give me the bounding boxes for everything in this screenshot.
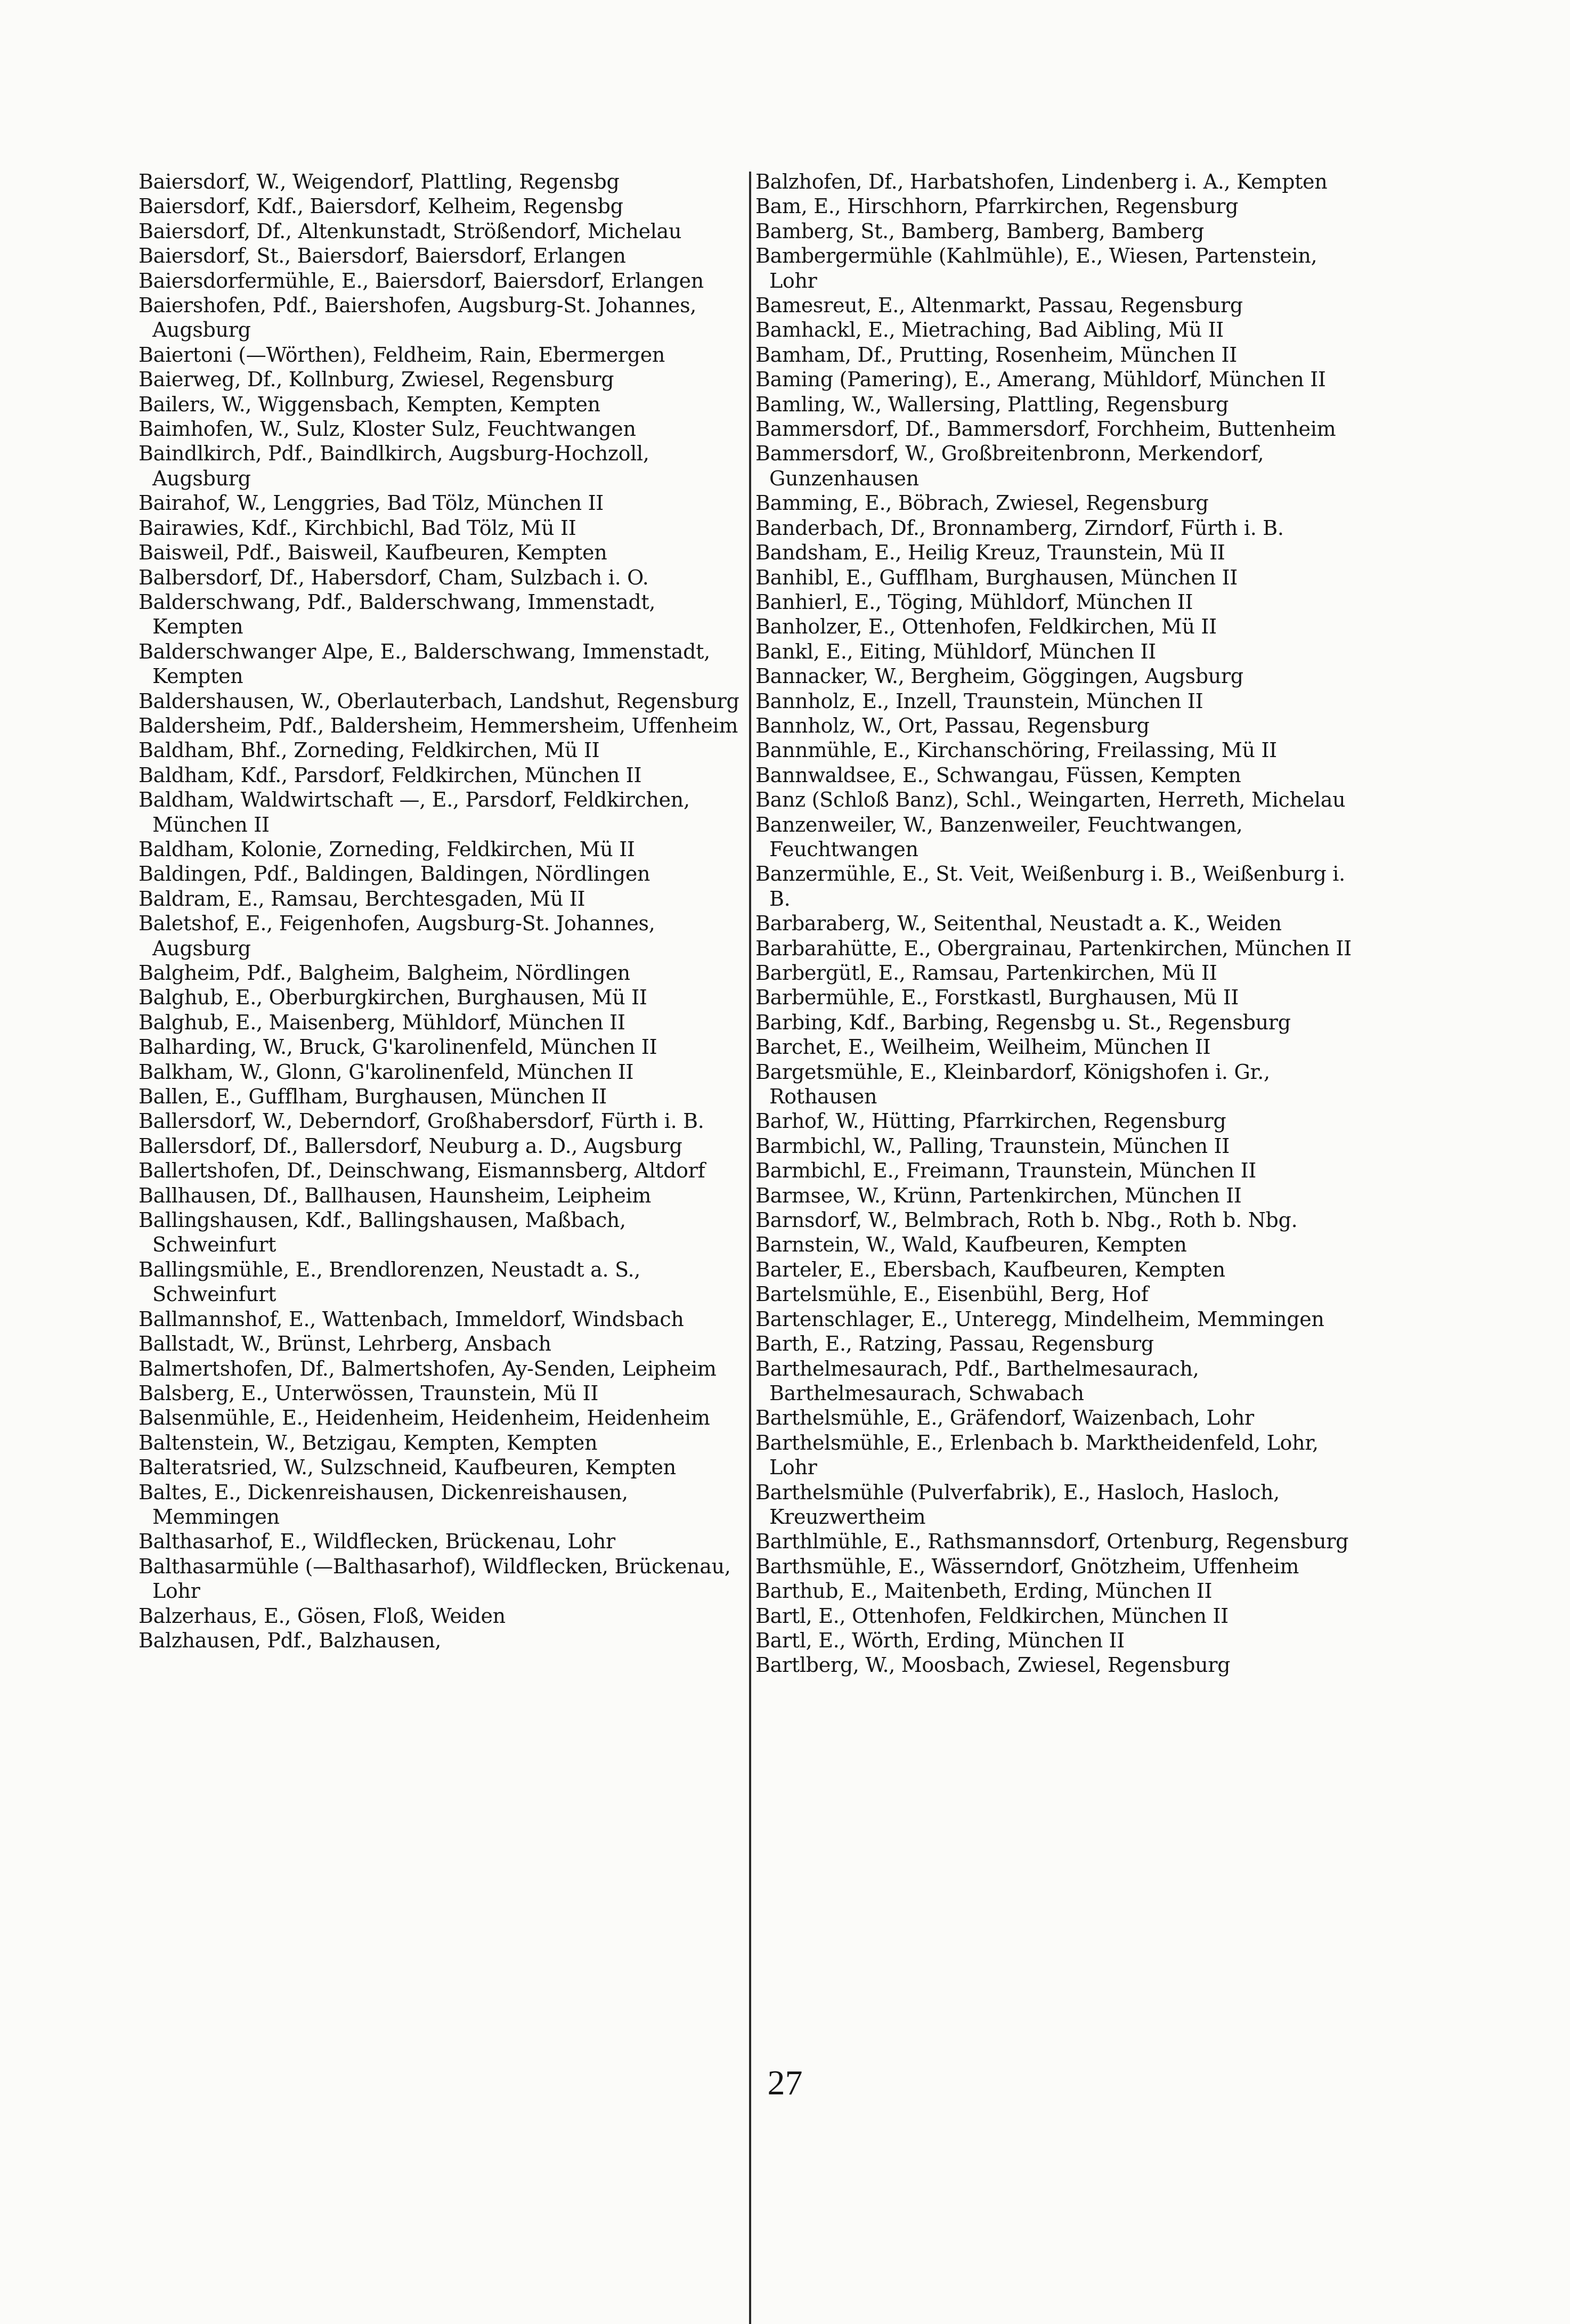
directory-entry: Baimhofen, W., Sulz, Kloster Sulz, Feuchtwangen <box>139 417 636 441</box>
directory-entry: Balderschwang, Pdf., Balderschwang, Immenstadt, Kempten <box>139 590 656 639</box>
directory-entry: Balmertshofen, Df., Balmertshofen, Ay-Senden, Leipheim <box>139 1356 717 1380</box>
directory-entry: Barchet, E., Weilheim, Weilheim, München II <box>755 1035 1211 1059</box>
directory-entry: Balthasarhof, E., Wildflecken, Brückenau, Lohr <box>139 1530 615 1554</box>
directory-entry: Balbersdorf, Df., Habersdorf, Cham, Sulzbach i. O. <box>139 565 649 589</box>
directory-entry: Baisweil, Pdf., Baisweil, Kaufbeuren, Kempten <box>139 541 607 565</box>
directory-entry: Barmbichl, E., Freimann, Traunstein, München II <box>755 1159 1257 1183</box>
directory-entry: Balzerhaus, E., Gösen, Floß, Weiden <box>139 1604 506 1628</box>
directory-entry: Barthelsmühle, E., Erlenbach b. Marktheidenfeld, Lohr, Lohr <box>755 1431 1319 1480</box>
directory-entry: Baiershofen, Pdf., Baiershofen, Augsburg-St. Johannes, Augsburg <box>139 294 697 342</box>
directory-entry: Barthsmühle, E., Wässerndorf, Gnötzheim, Uffenheim <box>755 1554 1299 1578</box>
directory-entry: Baldham, Kolonie, Zorneding, Feldkirchen, Mü II <box>139 837 635 861</box>
directory-entry: Balgheim, Pdf., Balgheim, Balgheim, Nördlingen <box>139 961 630 985</box>
directory-entry: Barth, E., Ratzing, Passau, Regensburg <box>755 1332 1154 1356</box>
directory-entry: Ballertshofen, Df., Deinschwang, Eismannsberg, Altdorf <box>139 1159 705 1183</box>
directory-entry: Balzhausen, Pdf., Balzhausen, <box>139 1628 442 1652</box>
directory-entry: Balkham, W., Glonn, G'karolinenfeld, München II <box>139 1060 634 1084</box>
directory-entry: Bambergermühle (Kahlmühle), E., Wiesen, Partenstein, Lohr <box>755 244 1317 292</box>
directory-entry: Balsberg, E., Unterwössen, Traunstein, Mü II <box>139 1381 599 1405</box>
directory-entry: Bamling, W., Wallersing, Plattling, Regensburg <box>755 392 1229 416</box>
directory-entry: Ballingsmühle, E., Brendlorenzen, Neustadt a. S., Schweinfurt <box>139 1257 641 1306</box>
directory-entry: Bammersdorf, Df., Bammersdorf, Forchheim, Buttenheim <box>755 417 1336 441</box>
directory-entry: Balteratsried, W., Sulzschneid, Kaufbeuren, Kempten <box>139 1456 676 1480</box>
directory-entry: Bannholz, E., Inzell, Traunstein, München II <box>755 689 1203 713</box>
directory-entry: Barthlmühle, E., Rathsmannsdorf, Ortenburg, Regensburg <box>755 1530 1349 1554</box>
directory-entry: Bartlberg, W., Moosbach, Zwiesel, Regensburg <box>755 1653 1231 1677</box>
directory-entry: Banzermühle, E., St. Veit, Weißenburg i. B., Weißenburg i. B. <box>755 862 1345 911</box>
directory-entry: Bannholz, W., Ort, Passau, Regensburg <box>755 713 1150 737</box>
directory-entry: Barnstein, W., Wald, Kaufbeuren, Kempten <box>755 1233 1187 1257</box>
directory-entry: Banhierl, E., Töging, Mühldorf, München II <box>755 590 1193 614</box>
directory-entry: Ballen, E., Gufflham, Burghausen, München II <box>139 1085 607 1109</box>
directory-entry: Baiersdorf, W., Weigendorf, Plattling, Regensbg <box>139 170 620 193</box>
directory-entry: Balghub, E., Maisenberg, Mühldorf, München II <box>139 1010 625 1034</box>
directory-entry: Bailers, W., Wiggensbach, Kempten, Kempten <box>139 392 600 416</box>
directory-entry: Baldersheim, Pdf., Baldersheim, Hemmersheim, Uffenheim <box>139 713 738 737</box>
directory-entry: Barbergütl, E., Ramsau, Partenkirchen, Mü II <box>755 961 1217 985</box>
directory-entry: Barthelsmühle, E., Gräfendorf, Waizenbach, Lohr <box>755 1406 1254 1430</box>
directory-entry: Bamham, Df., Prutting, Rosenheim, München II <box>755 343 1237 367</box>
directory-entry: Barbarahütte, E., Obergrainau, Partenkirchen, München II <box>755 936 1352 960</box>
directory-entry: Bairawies, Kdf., Kirchbichl, Bad Tölz, Mü II <box>139 516 576 540</box>
page-number: 27 <box>767 2063 803 2102</box>
directory-entry: Baiertoni (—Wörthen), Feldheim, Rain, Ebermergen <box>139 343 665 367</box>
directory-entry: Baltes, E., Dickenreishausen, Dickenreishausen, Memmingen <box>139 1480 628 1529</box>
directory-entry: Baldham, Kdf., Parsdorf, Feldkirchen, München II <box>139 763 642 787</box>
directory-entry: Barbermühle, E., Forstkastl, Burghausen, Mü II <box>755 986 1239 1010</box>
directory-entry: Barthub, E., Maitenbeth, Erding, München II <box>755 1579 1213 1603</box>
directory-entry: Bannwaldsee, E., Schwangau, Füssen, Kempten <box>755 763 1241 787</box>
directory-entry: Barteler, E., Ebersbach, Kaufbeuren, Kempten <box>755 1257 1225 1281</box>
directory-entry: Ballersdorf, Df., Ballersdorf, Neuburg a. D., Augsburg <box>139 1134 682 1158</box>
directory-entry: Banzenweiler, W., Banzenweiler, Feuchtwangen, Feuchtwangen <box>755 812 1243 861</box>
directory-entry: Bankl, E., Eiting, Mühldorf, München II <box>755 639 1156 663</box>
directory-entry: Balghub, E., Oberburgkirchen, Burghausen, Mü II <box>139 986 647 1010</box>
directory-entry: Banz (Schloß Banz), Schl., Weingarten, Herreth, Michelau <box>755 788 1346 812</box>
directory-entry: Barthelmesaurach, Pdf., Barthelmesaurach, Barthelmesaurach, Schwabach <box>755 1356 1199 1405</box>
directory-entry: Balderschwanger Alpe, E., Balderschwang, Immenstadt, Kempten <box>139 639 710 688</box>
directory-entry: Baldershausen, W., Oberlauterbach, Landshut, Regensburg <box>139 689 739 713</box>
directory-entry: Balzhofen, Df., Harbatshofen, Lindenberg i. A., Kempten <box>755 170 1328 193</box>
directory-entry: Barbaraberg, W., Seitenthal, Neustadt a. K., Weiden <box>755 912 1282 936</box>
directory-entry: Barmbichl, W., Palling, Traunstein, München II <box>755 1134 1230 1158</box>
directory-entry: Baierweg, Df., Kollnburg, Zwiesel, Regensburg <box>139 368 614 392</box>
left-column <box>139 169 746 1653</box>
directory-entry: Banderbach, Df., Bronnamberg, Zirndorf, Fürth i. B. <box>755 516 1284 540</box>
directory-entry: Bamberg, St., Bamberg, Bamberg, Bamberg <box>755 219 1204 243</box>
directory-entry: Baldham, Bhf., Zorneding, Feldkirchen, Mü II <box>139 738 600 762</box>
directory-entry: Balharding, W., Bruck, G'karolinenfeld, München II <box>139 1035 657 1059</box>
directory-entry: Bartelsmühle, E., Eisenbühl, Berg, Hof <box>755 1282 1149 1306</box>
directory-entry: Bairahof, W., Lenggries, Bad Tölz, München II <box>139 491 604 515</box>
directory-entry: Baiersdorf, St., Baiersdorf, Baiersdorf, Erlangen <box>139 244 626 268</box>
right-column <box>755 169 1368 1678</box>
directory-entry: Bam, E., Hirschhorn, Pfarrkirchen, Regensburg <box>755 194 1239 218</box>
directory-entry: Baldingen, Pdf., Baldingen, Baldingen, Nördlingen <box>139 862 650 886</box>
directory-entry: Banholzer, E., Ottenhofen, Feldkirchen, Mü II <box>755 615 1217 639</box>
directory-entry: Baldham, Waldwirtschaft —, E., Parsdorf, Feldkirchen, München II <box>139 788 690 836</box>
directory-entry: Ballingshausen, Kdf., Ballingshausen, Maßbach, Schweinfurt <box>139 1208 626 1257</box>
directory-entry: Balsenmühle, E., Heidenheim, Heidenheim, Heidenheim <box>139 1406 710 1430</box>
directory-entry: Baletshof, E., Feigenhofen, Augsburg-St. Johannes, Augsburg <box>139 912 655 960</box>
directory-entry: Baldram, E., Ramsau, Berchtesgaden, Mü II <box>139 887 585 911</box>
directory-entry: Ballmannshof, E., Wattenbach, Immeldorf, Windsbach <box>139 1307 684 1331</box>
directory-entry: Banhibl, E., Gufflham, Burghausen, München II <box>755 565 1238 589</box>
directory-entry: Bammersdorf, W., Großbreitenbronn, Merkendorf, Gunzenhausen <box>755 442 1264 490</box>
directory-entry: Bartl, E., Wörth, Erding, München II <box>755 1628 1125 1652</box>
directory-entry: Baltenstein, W., Betzigau, Kempten, Kempten <box>139 1431 598 1454</box>
directory-entry: Baming (Pamering), E., Amerang, Mühldorf, München II <box>755 368 1326 392</box>
directory-entry: Barnsdorf, W., Belmbrach, Roth b. Nbg., Roth b. Nbg. <box>755 1208 1298 1232</box>
directory-entry: Ballersdorf, W., Deberndorf, Großhabersdorf, Fürth i. B. <box>139 1109 704 1133</box>
directory-entry: Bamhackl, E., Mietraching, Bad Aibling, Mü II <box>755 318 1224 342</box>
directory-entry: Bartl, E., Ottenhofen, Feldkirchen, München II <box>755 1604 1229 1628</box>
directory-entry: Balthasarmühle (—Balthasarhof), Wildflecken, Brückenau, Lohr <box>139 1554 731 1603</box>
directory-entry: Barthelsmühle (Pulverfabrik), E., Hasloch, Hasloch, Kreuzwertheim <box>755 1480 1280 1529</box>
directory-entry: Bamming, E., Böbrach, Zwiesel, Regensburg <box>755 491 1209 515</box>
directory-entry: Baindlkirch, Pdf., Baindlkirch, Augsburg-Hochzoll, Augsburg <box>139 442 649 490</box>
directory-entry: Bannmühle, E., Kirchanschöring, Freilassing, Mü II <box>755 738 1277 762</box>
column-divider <box>749 172 751 2324</box>
directory-entry: Barbing, Kdf., Barbing, Regensbg u. St., Regensburg <box>755 1010 1291 1034</box>
directory-entry: Bartenschlager, E., Unteregg, Mindelheim, Memmingen <box>755 1307 1324 1331</box>
directory-entry: Bannacker, W., Bergheim, Göggingen, Augsburg <box>755 664 1243 688</box>
directory-entry: Bandsham, E., Heilig Kreuz, Traunstein, Mü II <box>755 541 1225 565</box>
directory-entry: Baiersdorfermühle, E., Baiersdorf, Baiersdorf, Erlangen <box>139 269 704 292</box>
directory-entry: Ballhausen, Df., Ballhausen, Haunsheim, Leipheim <box>139 1183 652 1207</box>
directory-entry: Bargetsmühle, E., Kleinbardorf, Königshofen i. Gr., Rothausen <box>755 1060 1270 1109</box>
directory-entry: Barhof, W., Hütting, Pfarrkirchen, Regensburg <box>755 1109 1226 1133</box>
directory-entry: Baiersdorf, Kdf., Baiersdorf, Kelheim, Regensbg <box>139 194 623 218</box>
directory-entry: Bamesreut, E., Altenmarkt, Passau, Regensburg <box>755 294 1243 318</box>
directory-entry: Barmsee, W., Krünn, Partenkirchen, München II <box>755 1183 1242 1207</box>
directory-entry: Ballstadt, W., Brünst, Lehrberg, Ansbach <box>139 1332 551 1356</box>
directory-entry: Baiersdorf, Df., Altenkunstadt, Strößendorf, Michelau <box>139 219 682 243</box>
